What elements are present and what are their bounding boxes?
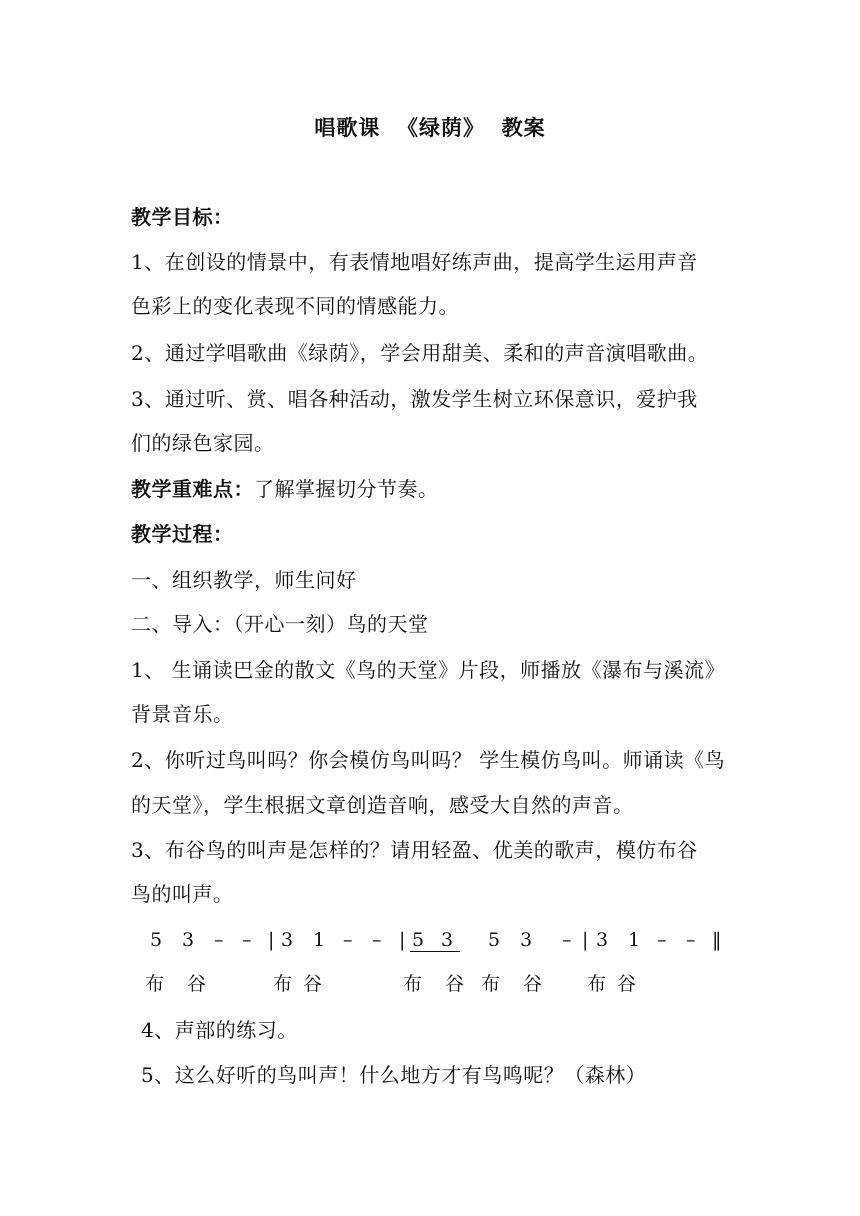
- lyric-syllable: 谷: [445, 973, 465, 995]
- lyric-syllable: 布: [587, 973, 607, 995]
- item-3-line-1: 3、布谷鸟的叫声是怎样的？请用轻盈、优美的歌声，模仿布谷: [131, 838, 698, 862]
- note-dash: –: [242, 929, 252, 951]
- lyric-syllable: 布: [273, 973, 293, 995]
- objective-3-line-2: 们的绿色家园。: [131, 431, 275, 455]
- process-heading: 教学过程：: [131, 522, 234, 546]
- objective-1-line-2: 色彩上的变化表现不同的情感能力。: [131, 294, 459, 318]
- objective-3-line-1: 3、通过听、赏、唱各种活动，激发学生树立环保意识，爱护我: [131, 387, 698, 411]
- barline: |: [582, 929, 589, 951]
- page-title: 唱歌课 《绿荫》 教案: [314, 115, 546, 140]
- note: 3: [182, 929, 195, 951]
- note-dash: –: [372, 929, 382, 951]
- key-points: [131, 475, 731, 503]
- eighth-note-underline: [410, 951, 460, 952]
- note-dash: –: [343, 929, 353, 951]
- objectives-heading: 教学目标：: [131, 205, 234, 229]
- item-3-line-2: 鸟的叫声。: [131, 882, 234, 906]
- item-2-line-2: 的天堂》，学生根据文章创造音响，感受大自然的声音。: [131, 793, 634, 817]
- lyric-syllable: 谷: [303, 973, 323, 995]
- key-points-label: 教学重难点：: [131, 477, 254, 501]
- step-2: 二、导入：（开心一刻）鸟的天堂: [131, 612, 429, 636]
- barline: |: [399, 929, 406, 951]
- item-2-line-1: 2、你听过鸟叫吗？你会模仿鸟叫吗？ 学生模仿鸟叫。师诵读《鸟: [131, 748, 726, 772]
- note: 3: [441, 929, 454, 951]
- note: 5: [412, 929, 425, 951]
- item-1-line-1: 1、 生诵读巴金的散文《鸟的天堂》片段，师播放《瀑布与溪流》: [131, 658, 726, 682]
- note-dash: –: [657, 929, 667, 951]
- lyric-syllable: 布: [481, 973, 501, 995]
- step-1: 一、组织教学，师生问好: [131, 568, 357, 592]
- barline: |: [268, 929, 275, 951]
- lyric-syllable: 布: [403, 973, 423, 995]
- key-points-text: 了解掌握切分节奏。: [254, 477, 439, 501]
- item-1-line-2: 背景音乐。: [131, 702, 234, 726]
- note-dash: –: [214, 929, 224, 951]
- objective-1-line-1: 1、在创设的情景中，有表情地唱好练声曲，提高学生运用声音: [131, 250, 698, 274]
- note: 3: [520, 929, 533, 951]
- lyric-syllable: 布: [145, 973, 165, 995]
- note: 5: [150, 929, 163, 951]
- lyric-syllable: 谷: [187, 973, 207, 995]
- note: 3: [596, 929, 609, 951]
- note-dash: –: [562, 929, 572, 951]
- lyric-syllable: 谷: [523, 973, 543, 995]
- note: 1: [313, 929, 326, 951]
- note: 5: [488, 929, 501, 951]
- note: 3: [281, 929, 294, 951]
- lyric-syllable: 谷: [617, 973, 637, 995]
- objective-2: 2、通过学唱歌曲《绿荫》，学会用甜美、柔和的声音演唱歌曲。: [131, 341, 709, 365]
- note-dash: –: [686, 929, 696, 951]
- item-4: 4、声部的练习。: [141, 1018, 298, 1042]
- final-barline: ‖: [712, 929, 722, 951]
- note: 1: [628, 929, 641, 951]
- item-5: 5、这么好听的鸟叫声！什么地方才有鸟鸣呢？（森林）: [141, 1063, 647, 1087]
